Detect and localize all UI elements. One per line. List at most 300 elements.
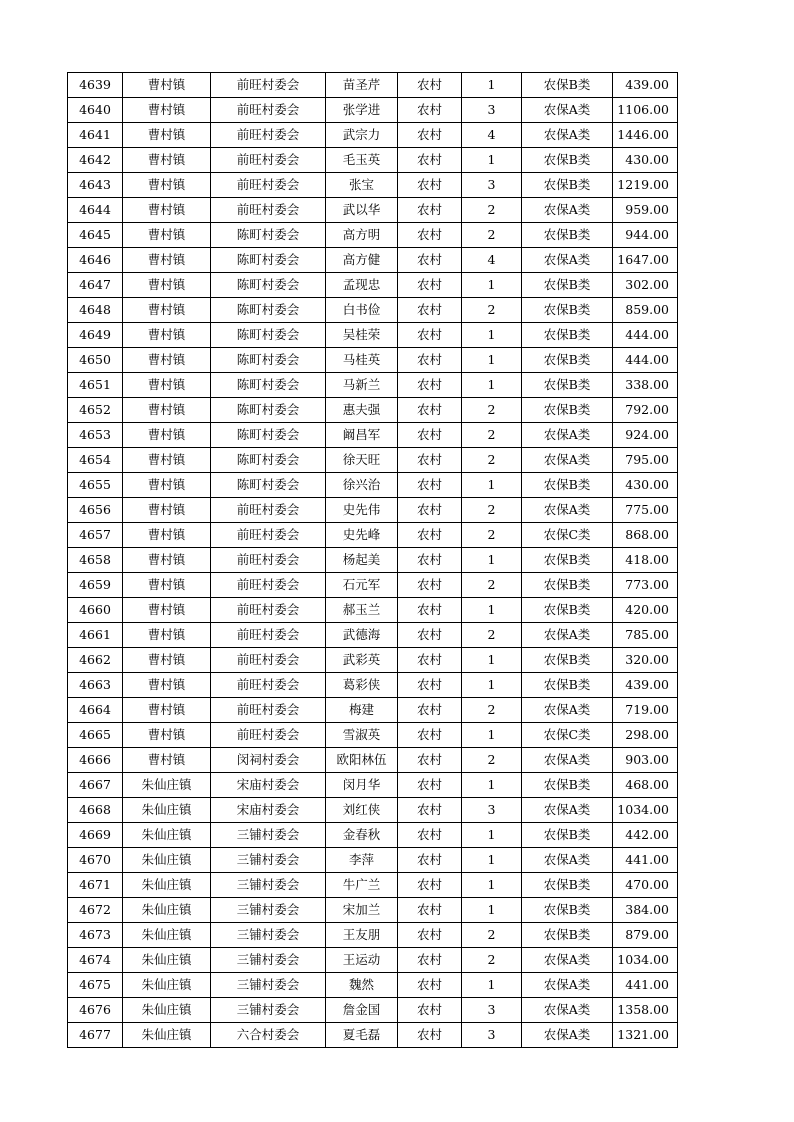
insurance-category-cell: 农保B类 (522, 598, 613, 623)
table-row (68, 648, 678, 673)
table-row (68, 348, 678, 373)
town-cell: 曹村镇 (123, 348, 211, 373)
household-type-cell: 农村 (398, 823, 462, 848)
row-number-cell: 4670 (68, 848, 123, 873)
table-row (68, 623, 678, 648)
row-number-cell: 4669 (68, 823, 123, 848)
household-type-cell: 农村 (398, 298, 462, 323)
name-cell: 史先伟 (326, 498, 398, 523)
row-number-cell: 4656 (68, 498, 123, 523)
amount-cell: 1358.00 (613, 998, 678, 1023)
amount-cell: 1034.00 (613, 798, 678, 823)
table-row (68, 123, 678, 148)
household-type-cell: 农村 (398, 948, 462, 973)
insurance-category-cell: 农保A类 (522, 123, 613, 148)
amount-cell: 338.00 (613, 373, 678, 398)
household-type-cell: 农村 (398, 373, 462, 398)
household-size-cell: 4 (462, 248, 522, 273)
household-size-cell: 1 (462, 473, 522, 498)
village-committee-cell: 前旺村委会 (211, 698, 326, 723)
insurance-category-cell: 农保A类 (522, 423, 613, 448)
table-row (68, 148, 678, 173)
amount-cell: 420.00 (613, 598, 678, 623)
household-type-cell: 农村 (398, 473, 462, 498)
table-row (68, 723, 678, 748)
household-type-cell: 农村 (398, 698, 462, 723)
town-cell: 朱仙庄镇 (123, 923, 211, 948)
insurance-category-cell: 农保B类 (522, 323, 613, 348)
name-cell: 张学进 (326, 98, 398, 123)
household-type-cell: 农村 (398, 98, 462, 123)
amount-cell: 470.00 (613, 873, 678, 898)
household-size-cell: 2 (462, 423, 522, 448)
household-size-cell: 3 (462, 1023, 522, 1048)
row-number-cell: 4645 (68, 223, 123, 248)
village-committee-cell: 前旺村委会 (211, 98, 326, 123)
household-size-cell: 2 (462, 948, 522, 973)
name-cell: 牛广兰 (326, 873, 398, 898)
village-committee-cell: 前旺村委会 (211, 498, 326, 523)
household-size-cell: 3 (462, 998, 522, 1023)
row-number-cell: 4667 (68, 773, 123, 798)
village-committee-cell: 前旺村委会 (211, 648, 326, 673)
household-type-cell: 农村 (398, 673, 462, 698)
name-cell: 孟现忠 (326, 273, 398, 298)
row-number-cell: 4661 (68, 623, 123, 648)
household-type-cell: 农村 (398, 348, 462, 373)
village-committee-cell: 陈町村委会 (211, 373, 326, 398)
household-size-cell: 1 (462, 673, 522, 698)
table-row (68, 573, 678, 598)
table-row (68, 198, 678, 223)
table-row (68, 823, 678, 848)
town-cell: 曹村镇 (123, 573, 211, 598)
village-committee-cell: 陈町村委会 (211, 223, 326, 248)
insurance-category-cell: 农保A类 (522, 798, 613, 823)
table-row (68, 798, 678, 823)
town-cell: 曹村镇 (123, 298, 211, 323)
table-row (68, 1023, 678, 1048)
village-committee-cell: 三铺村委会 (211, 848, 326, 873)
row-number-cell: 4640 (68, 98, 123, 123)
town-cell: 曹村镇 (123, 673, 211, 698)
amount-cell: 879.00 (613, 923, 678, 948)
row-number-cell: 4662 (68, 648, 123, 673)
town-cell: 朱仙庄镇 (123, 1023, 211, 1048)
village-committee-cell: 三铺村委会 (211, 898, 326, 923)
amount-cell: 298.00 (613, 723, 678, 748)
name-cell: 夏毛磊 (326, 1023, 398, 1048)
row-number-cell: 4642 (68, 148, 123, 173)
village-committee-cell: 陈町村委会 (211, 323, 326, 348)
town-cell: 朱仙庄镇 (123, 773, 211, 798)
name-cell: 惠夫强 (326, 398, 398, 423)
amount-cell: 785.00 (613, 623, 678, 648)
name-cell: 马桂英 (326, 348, 398, 373)
village-committee-cell: 前旺村委会 (211, 523, 326, 548)
household-size-cell: 1 (462, 823, 522, 848)
insurance-category-cell: 农保B类 (522, 373, 613, 398)
household-type-cell: 农村 (398, 798, 462, 823)
town-cell: 曹村镇 (123, 398, 211, 423)
household-type-cell: 农村 (398, 773, 462, 798)
insurance-category-cell: 农保B类 (522, 673, 613, 698)
amount-cell: 924.00 (613, 423, 678, 448)
village-committee-cell: 陈町村委会 (211, 273, 326, 298)
village-committee-cell: 闵祠村委会 (211, 748, 326, 773)
row-number-cell: 4651 (68, 373, 123, 398)
town-cell: 曹村镇 (123, 223, 211, 248)
household-type-cell: 农村 (398, 998, 462, 1023)
town-cell: 曹村镇 (123, 173, 211, 198)
insurance-category-cell: 农保C类 (522, 723, 613, 748)
name-cell: 吴桂荣 (326, 323, 398, 348)
amount-cell: 868.00 (613, 523, 678, 548)
table-row (68, 948, 678, 973)
insurance-category-cell: 农保A类 (522, 948, 613, 973)
household-type-cell: 农村 (398, 748, 462, 773)
row-number-cell: 4655 (68, 473, 123, 498)
name-cell: 葛彩侠 (326, 673, 398, 698)
household-type-cell: 农村 (398, 423, 462, 448)
row-number-cell: 4672 (68, 898, 123, 923)
village-committee-cell: 宋庙村委会 (211, 773, 326, 798)
village-committee-cell: 陈町村委会 (211, 423, 326, 448)
town-cell: 曹村镇 (123, 623, 211, 648)
town-cell: 朱仙庄镇 (123, 798, 211, 823)
amount-cell: 430.00 (613, 473, 678, 498)
town-cell: 曹村镇 (123, 98, 211, 123)
household-size-cell: 1 (462, 848, 522, 873)
name-cell: 杨起美 (326, 548, 398, 573)
household-type-cell: 农村 (398, 73, 462, 98)
village-committee-cell: 三铺村委会 (211, 873, 326, 898)
amount-cell: 1034.00 (613, 948, 678, 973)
town-cell: 朱仙庄镇 (123, 948, 211, 973)
village-committee-cell: 陈町村委会 (211, 473, 326, 498)
insurance-category-cell: 农保B类 (522, 573, 613, 598)
amount-cell: 775.00 (613, 498, 678, 523)
household-size-cell: 2 (462, 573, 522, 598)
row-number-cell: 4647 (68, 273, 123, 298)
household-size-cell: 2 (462, 398, 522, 423)
village-committee-cell: 三铺村委会 (211, 923, 326, 948)
village-committee-cell: 三铺村委会 (211, 948, 326, 973)
insurance-category-cell: 农保B类 (522, 148, 613, 173)
town-cell: 曹村镇 (123, 598, 211, 623)
row-number-cell: 4653 (68, 423, 123, 448)
table-row (68, 548, 678, 573)
insurance-category-cell: 农保B类 (522, 648, 613, 673)
household-size-cell: 3 (462, 798, 522, 823)
name-cell: 雪淑英 (326, 723, 398, 748)
village-committee-cell: 三铺村委会 (211, 823, 326, 848)
amount-cell: 719.00 (613, 698, 678, 723)
insurance-category-cell: 农保B类 (522, 773, 613, 798)
insurance-category-cell: 农保B类 (522, 873, 613, 898)
row-number-cell: 4648 (68, 298, 123, 323)
household-size-cell: 2 (462, 298, 522, 323)
name-cell: 高方明 (326, 223, 398, 248)
amount-cell: 442.00 (613, 823, 678, 848)
table-row (68, 73, 678, 98)
row-number-cell: 4657 (68, 523, 123, 548)
table-row (68, 498, 678, 523)
household-size-cell: 1 (462, 373, 522, 398)
name-cell: 刘红侠 (326, 798, 398, 823)
row-number-cell: 4659 (68, 573, 123, 598)
row-number-cell: 4660 (68, 598, 123, 623)
village-committee-cell: 三铺村委会 (211, 998, 326, 1023)
household-size-cell: 1 (462, 273, 522, 298)
name-cell: 武彩英 (326, 648, 398, 673)
household-type-cell: 农村 (398, 548, 462, 573)
household-type-cell: 农村 (398, 973, 462, 998)
amount-cell: 1321.00 (613, 1023, 678, 1048)
household-size-cell: 1 (462, 348, 522, 373)
village-committee-cell: 前旺村委会 (211, 548, 326, 573)
row-number-cell: 4639 (68, 73, 123, 98)
insurance-category-cell: 农保B类 (522, 73, 613, 98)
name-cell: 武德海 (326, 623, 398, 648)
table-row (68, 873, 678, 898)
name-cell: 闵月华 (326, 773, 398, 798)
town-cell: 曹村镇 (123, 723, 211, 748)
row-number-cell: 4649 (68, 323, 123, 348)
town-cell: 曹村镇 (123, 148, 211, 173)
household-type-cell: 农村 (398, 148, 462, 173)
household-type-cell: 农村 (398, 198, 462, 223)
household-type-cell: 农村 (398, 223, 462, 248)
amount-cell: 1106.00 (613, 98, 678, 123)
household-size-cell: 2 (462, 198, 522, 223)
row-number-cell: 4658 (68, 548, 123, 573)
town-cell: 曹村镇 (123, 123, 211, 148)
household-size-cell: 4 (462, 123, 522, 148)
table-row (68, 748, 678, 773)
name-cell: 白书俭 (326, 298, 398, 323)
village-committee-cell: 三铺村委会 (211, 973, 326, 998)
table-row (68, 848, 678, 873)
village-committee-cell: 陈町村委会 (211, 448, 326, 473)
household-size-cell: 1 (462, 873, 522, 898)
household-size-cell: 1 (462, 723, 522, 748)
household-type-cell: 农村 (398, 848, 462, 873)
row-number-cell: 4643 (68, 173, 123, 198)
insurance-category-cell: 农保A类 (522, 998, 613, 1023)
table-row (68, 898, 678, 923)
amount-cell: 444.00 (613, 348, 678, 373)
household-size-cell: 1 (462, 548, 522, 573)
name-cell: 徐兴治 (326, 473, 398, 498)
town-cell: 曹村镇 (123, 748, 211, 773)
insurance-category-cell: 农保A类 (522, 448, 613, 473)
name-cell: 张宝 (326, 173, 398, 198)
town-cell: 朱仙庄镇 (123, 823, 211, 848)
table-row (68, 698, 678, 723)
village-committee-cell: 前旺村委会 (211, 73, 326, 98)
row-number-cell: 4673 (68, 923, 123, 948)
town-cell: 朱仙庄镇 (123, 998, 211, 1023)
insurance-category-cell: 农保B类 (522, 923, 613, 948)
household-size-cell: 3 (462, 98, 522, 123)
insurance-category-cell: 农保A类 (522, 498, 613, 523)
name-cell: 李萍 (326, 848, 398, 873)
table-row (68, 523, 678, 548)
beneficiary-table (67, 72, 678, 1048)
household-size-cell: 2 (462, 923, 522, 948)
insurance-category-cell: 农保B类 (522, 173, 613, 198)
village-committee-cell: 陈町村委会 (211, 348, 326, 373)
amount-cell: 418.00 (613, 548, 678, 573)
table-row (68, 398, 678, 423)
row-number-cell: 4668 (68, 798, 123, 823)
insurance-category-cell: 农保B类 (522, 223, 613, 248)
insurance-category-cell: 农保A类 (522, 198, 613, 223)
name-cell: 金春秋 (326, 823, 398, 848)
amount-cell: 439.00 (613, 73, 678, 98)
row-number-cell: 4666 (68, 748, 123, 773)
household-type-cell: 农村 (398, 723, 462, 748)
row-number-cell: 4644 (68, 198, 123, 223)
name-cell: 梅建 (326, 698, 398, 723)
household-size-cell: 2 (462, 498, 522, 523)
village-committee-cell: 前旺村委会 (211, 723, 326, 748)
village-committee-cell: 前旺村委会 (211, 598, 326, 623)
insurance-category-cell: 农保A类 (522, 848, 613, 873)
insurance-category-cell: 农保B类 (522, 473, 613, 498)
table-row (68, 448, 678, 473)
household-size-cell: 2 (462, 623, 522, 648)
town-cell: 曹村镇 (123, 373, 211, 398)
amount-cell: 320.00 (613, 648, 678, 673)
insurance-category-cell: 农保B类 (522, 823, 613, 848)
household-type-cell: 农村 (398, 123, 462, 148)
household-type-cell: 农村 (398, 248, 462, 273)
town-cell: 曹村镇 (123, 473, 211, 498)
amount-cell: 441.00 (613, 848, 678, 873)
name-cell: 王友朋 (326, 923, 398, 948)
village-committee-cell: 前旺村委会 (211, 673, 326, 698)
village-committee-cell: 前旺村委会 (211, 148, 326, 173)
household-size-cell: 1 (462, 898, 522, 923)
household-type-cell: 农村 (398, 498, 462, 523)
village-committee-cell: 宋庙村委会 (211, 798, 326, 823)
household-size-cell: 2 (462, 523, 522, 548)
town-cell: 曹村镇 (123, 248, 211, 273)
amount-cell: 944.00 (613, 223, 678, 248)
name-cell: 阚昌军 (326, 423, 398, 448)
town-cell: 朱仙庄镇 (123, 898, 211, 923)
household-type-cell: 农村 (398, 523, 462, 548)
household-type-cell: 农村 (398, 923, 462, 948)
household-type-cell: 农村 (398, 648, 462, 673)
insurance-category-cell: 农保A类 (522, 248, 613, 273)
name-cell: 武宗力 (326, 123, 398, 148)
town-cell: 曹村镇 (123, 323, 211, 348)
town-cell: 曹村镇 (123, 498, 211, 523)
household-size-cell: 1 (462, 648, 522, 673)
name-cell: 马新兰 (326, 373, 398, 398)
table-row (68, 923, 678, 948)
name-cell: 毛玉英 (326, 148, 398, 173)
household-size-cell: 2 (462, 698, 522, 723)
village-committee-cell: 陈町村委会 (211, 398, 326, 423)
row-number-cell: 4676 (68, 998, 123, 1023)
amount-cell: 302.00 (613, 273, 678, 298)
insurance-category-cell: 农保B类 (522, 348, 613, 373)
row-number-cell: 4654 (68, 448, 123, 473)
amount-cell: 444.00 (613, 323, 678, 348)
name-cell: 宋加兰 (326, 898, 398, 923)
town-cell: 曹村镇 (123, 423, 211, 448)
table-row (68, 973, 678, 998)
household-size-cell: 2 (462, 748, 522, 773)
insurance-category-cell: 农保B类 (522, 898, 613, 923)
row-number-cell: 4665 (68, 723, 123, 748)
table-row (68, 98, 678, 123)
town-cell: 曹村镇 (123, 648, 211, 673)
insurance-category-cell: 农保B类 (522, 548, 613, 573)
name-cell: 魏然 (326, 973, 398, 998)
village-committee-cell: 前旺村委会 (211, 123, 326, 148)
amount-cell: 468.00 (613, 773, 678, 798)
village-committee-cell: 六合村委会 (211, 1023, 326, 1048)
town-cell: 曹村镇 (123, 273, 211, 298)
amount-cell: 773.00 (613, 573, 678, 598)
name-cell: 石元军 (326, 573, 398, 598)
household-type-cell: 农村 (398, 398, 462, 423)
town-cell: 朱仙庄镇 (123, 848, 211, 873)
household-type-cell: 农村 (398, 173, 462, 198)
table-row (68, 998, 678, 1023)
town-cell: 曹村镇 (123, 698, 211, 723)
name-cell: 王运动 (326, 948, 398, 973)
village-committee-cell: 前旺村委会 (211, 198, 326, 223)
household-size-cell: 3 (462, 173, 522, 198)
household-size-cell: 1 (462, 323, 522, 348)
town-cell: 曹村镇 (123, 448, 211, 473)
table-row (68, 373, 678, 398)
table-row (68, 598, 678, 623)
town-cell: 曹村镇 (123, 198, 211, 223)
town-cell: 朱仙庄镇 (123, 973, 211, 998)
table-row (68, 298, 678, 323)
household-size-cell: 1 (462, 973, 522, 998)
insurance-category-cell: 农保A类 (522, 698, 613, 723)
household-type-cell: 农村 (398, 898, 462, 923)
name-cell: 郝玉兰 (326, 598, 398, 623)
name-cell: 徐天旺 (326, 448, 398, 473)
row-number-cell: 4675 (68, 973, 123, 998)
insurance-category-cell: 农保B类 (522, 398, 613, 423)
name-cell: 史先峰 (326, 523, 398, 548)
table-row (68, 773, 678, 798)
amount-cell: 384.00 (613, 898, 678, 923)
insurance-category-cell: 农保A类 (522, 973, 613, 998)
household-size-cell: 2 (462, 223, 522, 248)
amount-cell: 1446.00 (613, 123, 678, 148)
name-cell: 武以华 (326, 198, 398, 223)
insurance-category-cell: 农保B类 (522, 298, 613, 323)
row-number-cell: 4677 (68, 1023, 123, 1048)
amount-cell: 441.00 (613, 973, 678, 998)
town-cell: 朱仙庄镇 (123, 873, 211, 898)
village-committee-cell: 陈町村委会 (211, 248, 326, 273)
insurance-category-cell: 农保A类 (522, 748, 613, 773)
insurance-category-cell: 农保B类 (522, 273, 613, 298)
table-row (68, 273, 678, 298)
